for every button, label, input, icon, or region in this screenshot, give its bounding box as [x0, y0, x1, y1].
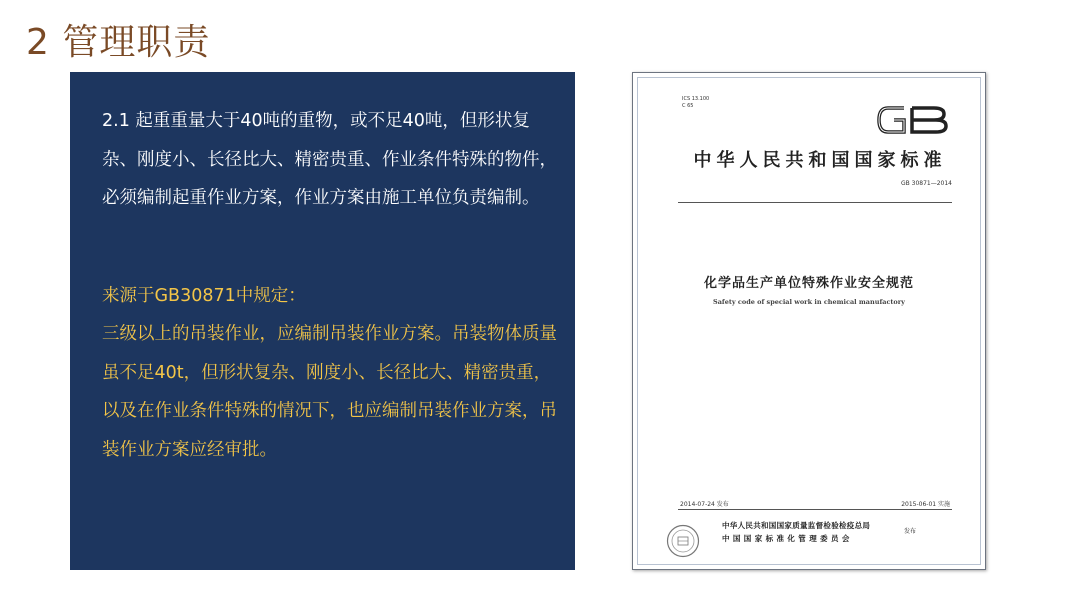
- requirement-paragraph: 2.1 起重重量大于40吨的重物，或不足40吨，但形状复杂、刚度小、长径比大、精密贵重、作业条件特殊的物件，必须编制起重作业方案，作业方案由施工单位负责编制。: [102, 111, 557, 208]
- issuer-line-1: 中华人民共和国国家质量监督检验检疫总局: [722, 521, 871, 530]
- text-panel: [70, 72, 575, 570]
- source-quote-paragraph: 三级以上的吊装作业，应编制吊装作业方案。吊装物体质量虽不足40t，但形状复杂、刚度小、长径比大、精密贵重，以及在作业条件特殊的情况下，也应编制吊装作业方案，吊装作业方案应经审批。: [102, 324, 557, 460]
- ics-code: [682, 96, 709, 110]
- standard-title: 中华人民共和国国家标准: [693, 150, 947, 171]
- document-inner-border: [637, 77, 981, 565]
- seal-icon: [666, 524, 700, 558]
- standard-number: GB 30871—2014: [900, 180, 952, 187]
- document-title-cn: 化学品生产单位特殊作业安全规范: [703, 276, 914, 291]
- standard-document-cover: [632, 72, 986, 570]
- top-divider: [678, 202, 952, 203]
- slide-title: 2 管理职责: [26, 22, 211, 63]
- publish-label: 发布: [904, 528, 917, 535]
- issuer-line-2: 中国国家标准化管理委员会: [722, 534, 853, 543]
- document-title-en: Safety code of special work in chemical manufactory: [713, 298, 905, 306]
- issue-date: 2014-07-24 发布: [680, 501, 729, 508]
- ics-line-1: ICS 13.100: [682, 96, 710, 102]
- implement-date: 2015-06-01 实施: [901, 501, 950, 508]
- ics-line-2: C 65: [682, 103, 694, 109]
- bottom-divider: [678, 509, 952, 510]
- gb-logo-icon: [874, 100, 950, 140]
- source-label: 来源于GB30871中规定：: [102, 286, 306, 306]
